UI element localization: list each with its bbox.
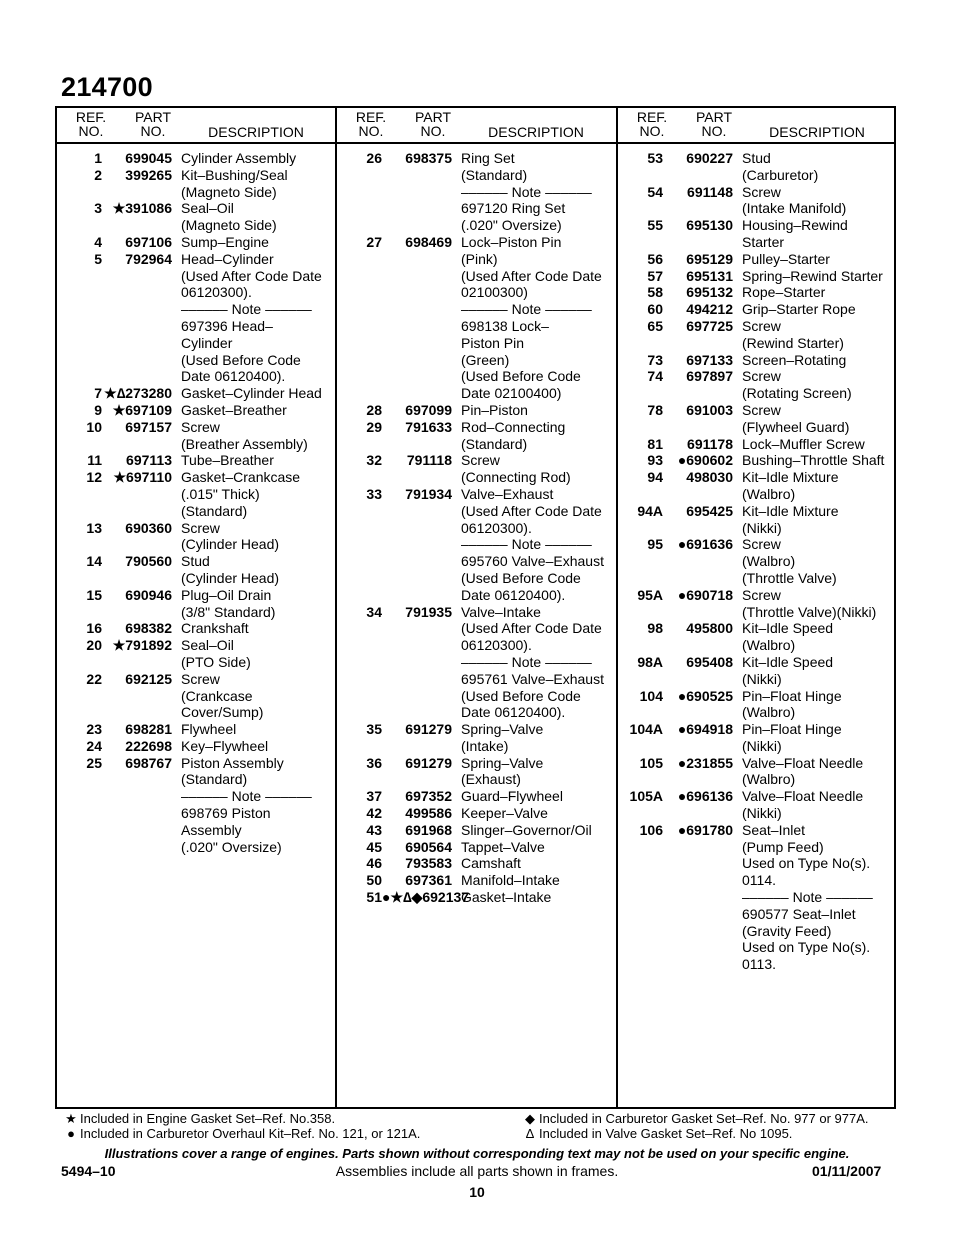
part-description: Screw (Flywheel Guard) — [742, 401, 850, 435]
part-description: Screw (Rewind Starter) — [742, 317, 844, 351]
part-number: 695129 — [686, 250, 733, 267]
part-number: 695408 — [686, 653, 733, 670]
ref-number: 24 — [86, 737, 102, 754]
parts-row — [337, 889, 616, 906]
part-description: Screw (Cylinder Head) — [181, 519, 280, 553]
ref-number: 95 — [647, 536, 663, 553]
column-header — [337, 110, 616, 142]
footnote-engine-gasket: ★ Included in Engine Gasket Set–Ref. No.358. — [62, 1112, 335, 1126]
part-description: Stud (Carburetor) — [742, 150, 819, 183]
part-number: 697106 — [125, 233, 172, 250]
parts-row — [57, 553, 335, 587]
ref-number: 23 — [86, 721, 102, 738]
part-number: ★391086 — [112, 200, 172, 217]
parts-row — [337, 402, 616, 419]
part-description: Screw (Connecting Rod) — [461, 452, 571, 486]
ref-number: 73 — [647, 351, 663, 368]
ref-number: 4 — [94, 233, 102, 250]
parts-row — [618, 503, 896, 537]
column-header — [57, 110, 335, 142]
part-number: 697157 — [125, 418, 172, 435]
rows — [57, 150, 335, 855]
parts-row — [57, 251, 335, 385]
ref-number: 58 — [647, 284, 663, 301]
part-number: 399265 — [125, 166, 172, 183]
ref-number: 42 — [366, 805, 382, 822]
part-number: 698281 — [125, 721, 172, 738]
part-number: 695130 — [686, 217, 733, 234]
part-description: Manifold–Intake — [461, 872, 560, 889]
parts-row — [57, 738, 335, 755]
parts-row — [57, 150, 335, 167]
ref-number: 5 — [94, 250, 102, 267]
parts-row — [618, 436, 896, 453]
bullet-icon: ● — [67, 1126, 75, 1141]
parts-row — [57, 721, 335, 738]
ref-number: 32 — [366, 452, 382, 469]
part-no-header: PART NO. — [414, 109, 452, 139]
part-description: Valve–Float Needle (Walbro) — [742, 754, 864, 788]
parts-column-1 — [57, 108, 335, 1107]
part-description: Kit–Idle Speed (Nikki) — [742, 653, 834, 687]
part-description: Camshaft — [461, 855, 521, 872]
part-description: Tappet–Valve — [461, 838, 545, 855]
footnote-valve-gasket: ∆ Included in Valve Gasket Set–Ref. No 1095. — [521, 1127, 792, 1141]
ref-number: 14 — [86, 553, 102, 570]
part-number: 691279 — [405, 721, 452, 738]
parts-row — [57, 637, 335, 671]
part-number: 697113 — [126, 452, 172, 469]
parts-row — [337, 486, 616, 604]
parts-row — [57, 385, 335, 402]
part-description: Tube–Breather — [181, 452, 274, 469]
ref-number: 9 — [94, 401, 102, 418]
part-number: 790560 — [125, 553, 172, 570]
part-description: Pulley–Starter — [742, 250, 830, 267]
parts-row — [618, 536, 896, 586]
ref-number: 53 — [647, 150, 663, 166]
parts-row — [618, 822, 896, 973]
part-number: 690946 — [125, 586, 172, 603]
footnote-carburetor-overhaul: ● Included in Carburetor Overhaul Kit–Ref. No. 121, or 121A. — [62, 1127, 420, 1141]
parts-row — [337, 721, 616, 755]
parts-table — [55, 106, 896, 1109]
part-number: 697897 — [686, 368, 733, 385]
part-number: 791935 — [405, 603, 452, 620]
part-number: 698382 — [125, 620, 172, 637]
ref-number: 78 — [647, 401, 663, 418]
part-description: Spring–Valve (Intake) — [461, 721, 544, 754]
ref-number: 45 — [366, 838, 382, 855]
parts-row — [337, 419, 616, 453]
part-description: Cylinder Assembly — [181, 150, 297, 166]
part-description: Ring Set (Standard) –––––– Note –––––– 697120 Ring Set (.020" Oversize) — [461, 150, 592, 234]
part-description: Crankshaft — [181, 620, 249, 637]
parts-row — [618, 469, 896, 503]
ref-number: 35 — [366, 721, 382, 738]
ref-number: 3 — [94, 200, 102, 217]
ref-number: 27 — [366, 233, 382, 250]
part-number: 697099 — [405, 401, 452, 418]
part-description: Gasket–Cylinder Head — [181, 385, 322, 402]
part-description: Valve–Exhaust (Used After Code Date 06120300). –––––– Note –––––– 695760 Valve–Exhaust (Used Before Code Date 06120400). — [461, 485, 604, 603]
part-number: 793583 — [405, 855, 452, 872]
ref-number: 26 — [366, 150, 382, 166]
part-description: Piston Assembly (Standard) –––––– Note –––––– 698769 Piston Assembly (.020" Oversize) — [181, 754, 312, 855]
part-no-header: PART NO. — [695, 109, 733, 139]
part-description: Screw (Breather Assembly) — [181, 418, 308, 452]
ref-number: 29 — [366, 418, 382, 435]
part-number: 494212 — [686, 301, 733, 318]
parts-row — [618, 587, 896, 621]
part-number: 698375 — [405, 150, 452, 166]
part-description: Seat–Inlet (Pump Feed) Used on Type No(s). 0114. –––––– Note –––––– 690577 Seat–Inlet (Gravity Feed) Used on Type No(s). 0113. — [742, 821, 873, 973]
disclaimer: Illustrations cover a range of engines. Parts shown without corresponding text may not be used on your specific engine. — [104, 1146, 850, 1161]
ref-number: 2 — [94, 166, 102, 183]
parts-column-3 — [618, 108, 896, 1107]
part-description: Rope–Starter — [742, 284, 826, 301]
part-number: 695132 — [686, 284, 733, 301]
ref-number: 46 — [366, 855, 382, 872]
ref-no-header: REF. NO. — [355, 109, 387, 139]
ref-number: 98A — [637, 653, 663, 670]
part-description: Pin–Float Hinge (Walbro) — [742, 687, 842, 721]
part-description: Grip–Starter Rope — [742, 301, 856, 318]
part-number: 498030 — [686, 469, 733, 486]
parts-row — [618, 788, 896, 822]
parts-row — [618, 452, 896, 469]
document-number: 5494–10 — [61, 1163, 116, 1179]
parts-row — [618, 368, 896, 402]
ref-number: 54 — [647, 183, 663, 200]
part-number: ●690602 — [677, 452, 733, 469]
part-number: ●694918 — [677, 721, 733, 738]
page-title: 214700 — [61, 72, 153, 102]
parts-row — [618, 620, 896, 654]
part-description: Guard–Flywheel — [461, 788, 563, 805]
parts-row — [57, 587, 335, 621]
rows — [337, 150, 616, 906]
parts-row — [57, 167, 335, 201]
part-no-header: PART NO. — [134, 109, 172, 139]
part-number: 691148 — [687, 183, 733, 200]
parts-row — [618, 184, 896, 218]
ref-number: 65 — [647, 317, 663, 334]
ref-number: 36 — [366, 754, 382, 771]
part-number: 222698 — [125, 737, 172, 754]
parts-row — [337, 150, 616, 234]
ref-number: 10 — [86, 418, 102, 435]
part-number: 690564 — [405, 838, 452, 855]
ref-number: 74 — [647, 368, 663, 385]
parts-row — [618, 654, 896, 688]
assemblies-note: Assemblies include all parts shown in frames. — [335, 1163, 619, 1179]
description-header: DESCRIPTION — [208, 124, 304, 140]
column-header — [618, 110, 896, 142]
ref-number: 106 — [639, 821, 663, 838]
ref-number: 11 — [87, 452, 102, 469]
parts-row — [618, 755, 896, 789]
page-number: 10 — [469, 1184, 485, 1200]
part-description: Gasket–Intake — [461, 889, 552, 906]
star-icon: ★ — [65, 1111, 77, 1126]
publication-date: 01/11/2007 — [812, 1163, 882, 1179]
part-number: 691968 — [405, 821, 452, 838]
part-description: Lock–Muffler Screw — [742, 435, 865, 452]
part-description: Plug–Oil Drain (3/8" Standard) — [181, 586, 276, 620]
ref-number: 22 — [86, 670, 102, 687]
ref-number: 43 — [366, 821, 382, 838]
parts-row — [337, 822, 616, 839]
ref-number: 60 — [647, 301, 663, 318]
parts-row — [57, 402, 335, 419]
parts-row — [57, 234, 335, 251]
ref-no-header: REF. NO. — [75, 109, 107, 139]
ref-number: 50 — [366, 872, 382, 889]
ref-no-header: REF. NO. — [636, 109, 668, 139]
part-number: 792964 — [125, 250, 172, 267]
rows — [618, 150, 896, 973]
part-number: 791934 — [405, 485, 452, 502]
footnote-carburetor-gasket: ◆ Included in Carburetor Gasket Set–Ref. No. 977 or 977A. — [521, 1112, 869, 1126]
parts-row — [618, 352, 896, 369]
ref-number: 51 — [366, 889, 382, 906]
parts-row — [57, 755, 335, 856]
ref-number: 25 — [86, 754, 102, 771]
part-number: 695131 — [686, 267, 733, 284]
parts-row — [57, 620, 335, 637]
part-number: ★697109 — [112, 401, 172, 418]
ref-number: 57 — [647, 267, 663, 284]
part-number: 697352 — [405, 788, 452, 805]
part-description: Seal–Oil (Magneto Side) — [181, 200, 277, 234]
part-description: Spring–Valve (Exhaust) — [461, 754, 544, 788]
part-number: ●691780 — [677, 821, 733, 838]
part-number: 697133 — [686, 351, 733, 368]
part-number: ★∆273280 — [104, 385, 172, 402]
ref-number: 104 — [639, 687, 663, 704]
part-number: 697725 — [686, 317, 733, 334]
part-number: 698469 — [405, 233, 452, 250]
part-number: 691003 — [686, 401, 733, 418]
parts-row — [337, 839, 616, 856]
part-number: 699045 — [125, 150, 172, 166]
part-number: ●690718 — [677, 586, 733, 603]
ref-number: 55 — [647, 217, 663, 234]
part-number: ★791892 — [112, 637, 172, 654]
ref-number: 28 — [366, 401, 382, 418]
ref-number: 105 — [639, 754, 663, 771]
part-description: Bushing–Throttle Shaft — [742, 452, 885, 469]
parts-row — [337, 872, 616, 889]
part-number: 791633 — [405, 418, 452, 435]
parts-row — [618, 251, 896, 268]
ref-number: 34 — [366, 603, 382, 620]
parts-row — [337, 855, 616, 872]
part-description: Screw (Crankcase Cover/Sump) — [181, 670, 264, 721]
ref-number: 105A — [629, 788, 663, 805]
part-description: Housing–Rewind Starter — [742, 217, 848, 250]
part-number: 691279 — [405, 754, 452, 771]
parts-row — [618, 721, 896, 755]
parts-row — [57, 419, 335, 453]
parts-row — [618, 284, 896, 301]
part-description: Seal–Oil (PTO Side) — [181, 637, 251, 670]
part-description: Rod–Connecting (Standard) — [461, 418, 566, 452]
part-number: ●691636 — [677, 536, 733, 553]
part-description: Valve–Intake (Used After Code Date 06120300). –––––– Note –––––– 695761 Valve–Exhaust (Used Before Code Date 06120400). — [461, 603, 604, 721]
parts-row — [57, 200, 335, 234]
part-description: Kit–Idle Speed (Walbro) — [742, 620, 834, 654]
parts-row — [618, 318, 896, 352]
parts-row — [618, 268, 896, 285]
part-number: ●★∆◆692137 — [382, 889, 470, 906]
ref-number: 15 — [86, 586, 102, 603]
ref-number: 16 — [86, 620, 102, 637]
ref-number: 7 — [94, 385, 102, 402]
part-description: Gasket–Breather — [181, 401, 287, 418]
description-header: DESCRIPTION — [488, 124, 584, 140]
ref-number: 13 — [86, 519, 102, 536]
parts-row — [57, 452, 335, 469]
parts-row — [57, 671, 335, 721]
ref-number: 95A — [637, 586, 663, 603]
parts-row — [618, 150, 896, 184]
part-description: Screw (Throttle Valve)(Nikki) — [742, 586, 877, 620]
part-description: Kit–Bushing/Seal (Magneto Side) — [181, 166, 288, 200]
description-header: DESCRIPTION — [769, 124, 865, 140]
diamond-icon: ◆ — [525, 1111, 535, 1126]
part-number: 698767 — [125, 754, 172, 771]
delta-icon: ∆ — [526, 1126, 534, 1141]
part-description: Keeper–Valve — [461, 805, 548, 822]
ref-number: 37 — [366, 788, 382, 805]
parts-row — [337, 805, 616, 822]
ref-number: 1 — [94, 150, 102, 166]
part-description: Slinger–Governor/Oil — [461, 821, 592, 838]
parts-row — [618, 688, 896, 722]
part-number: 499586 — [405, 805, 452, 822]
part-number: ●231855 — [677, 754, 733, 771]
parts-row — [618, 217, 896, 251]
parts-row — [57, 520, 335, 554]
ref-number: 94 — [647, 469, 663, 486]
part-number: 690227 — [686, 150, 733, 166]
part-description: Screen–Rotating — [742, 351, 847, 368]
part-description: Key–Flywheel — [181, 737, 269, 754]
parts-row — [337, 234, 616, 402]
part-description: Spring–Rewind Starter — [742, 267, 883, 284]
ref-number: 56 — [647, 250, 663, 267]
part-number: 495800 — [686, 620, 733, 637]
part-number: 691178 — [687, 435, 733, 452]
parts-row — [337, 452, 616, 486]
part-description: Head–Cylinder (Used After Code Date 06120300). –––––– Note –––––– 697396 Head– Cylinder (Used Before Code Date 06120400). — [181, 250, 322, 385]
ref-number: 104A — [629, 721, 663, 738]
part-description: Kit–Idle Mixture (Nikki) — [742, 502, 839, 536]
part-number: 692125 — [125, 670, 172, 687]
part-number: ●690525 — [677, 687, 733, 704]
part-number: 697361 — [405, 872, 452, 889]
part-number: 695425 — [686, 502, 733, 519]
parts-row — [337, 755, 616, 789]
parts-row — [618, 301, 896, 318]
part-description: Pin–Float Hinge (Nikki) — [742, 721, 842, 754]
parts-row — [337, 788, 616, 805]
part-description: Pin–Piston — [461, 401, 528, 418]
ref-number: 98 — [647, 620, 663, 637]
ref-number: 94A — [637, 502, 663, 519]
part-number: 690360 — [125, 519, 172, 536]
ref-number: 93 — [647, 452, 663, 469]
ref-number: 81 — [647, 435, 663, 452]
part-description: Sump–Engine — [181, 233, 269, 250]
part-description: Gasket–Crankcase (.015" Thick) (Standard) — [181, 469, 301, 519]
parts-row — [618, 402, 896, 436]
parts-column-2 — [337, 108, 616, 1107]
part-description: Flywheel — [181, 721, 237, 738]
part-description: Screw (Walbro) (Throttle Valve) — [742, 536, 837, 586]
part-description: Screw (Intake Manifold) — [742, 183, 847, 217]
part-number: ★697110 — [113, 469, 172, 486]
part-description: Valve–Float Needle (Nikki) — [742, 788, 864, 822]
ref-number: 12 — [86, 469, 102, 486]
part-description: Kit–Idle Mixture (Walbro) — [742, 469, 839, 502]
part-description: Stud (Cylinder Head) — [181, 553, 280, 586]
part-number: 791118 — [406, 452, 452, 469]
parts-row — [57, 469, 335, 519]
parts-row — [337, 604, 616, 722]
part-number: ●696136 — [677, 788, 733, 805]
ref-number: 20 — [86, 637, 102, 654]
ref-number: 33 — [366, 485, 382, 502]
part-description: Lock–Piston Pin (Pink) (Used After Code Date 02100300) –––––– Note –––––– 698138 Lock– Piston Pin (Green) (Used Before Code Date 02100400) — [461, 233, 602, 402]
part-description: Screw (Rotating Screen) — [742, 368, 852, 402]
